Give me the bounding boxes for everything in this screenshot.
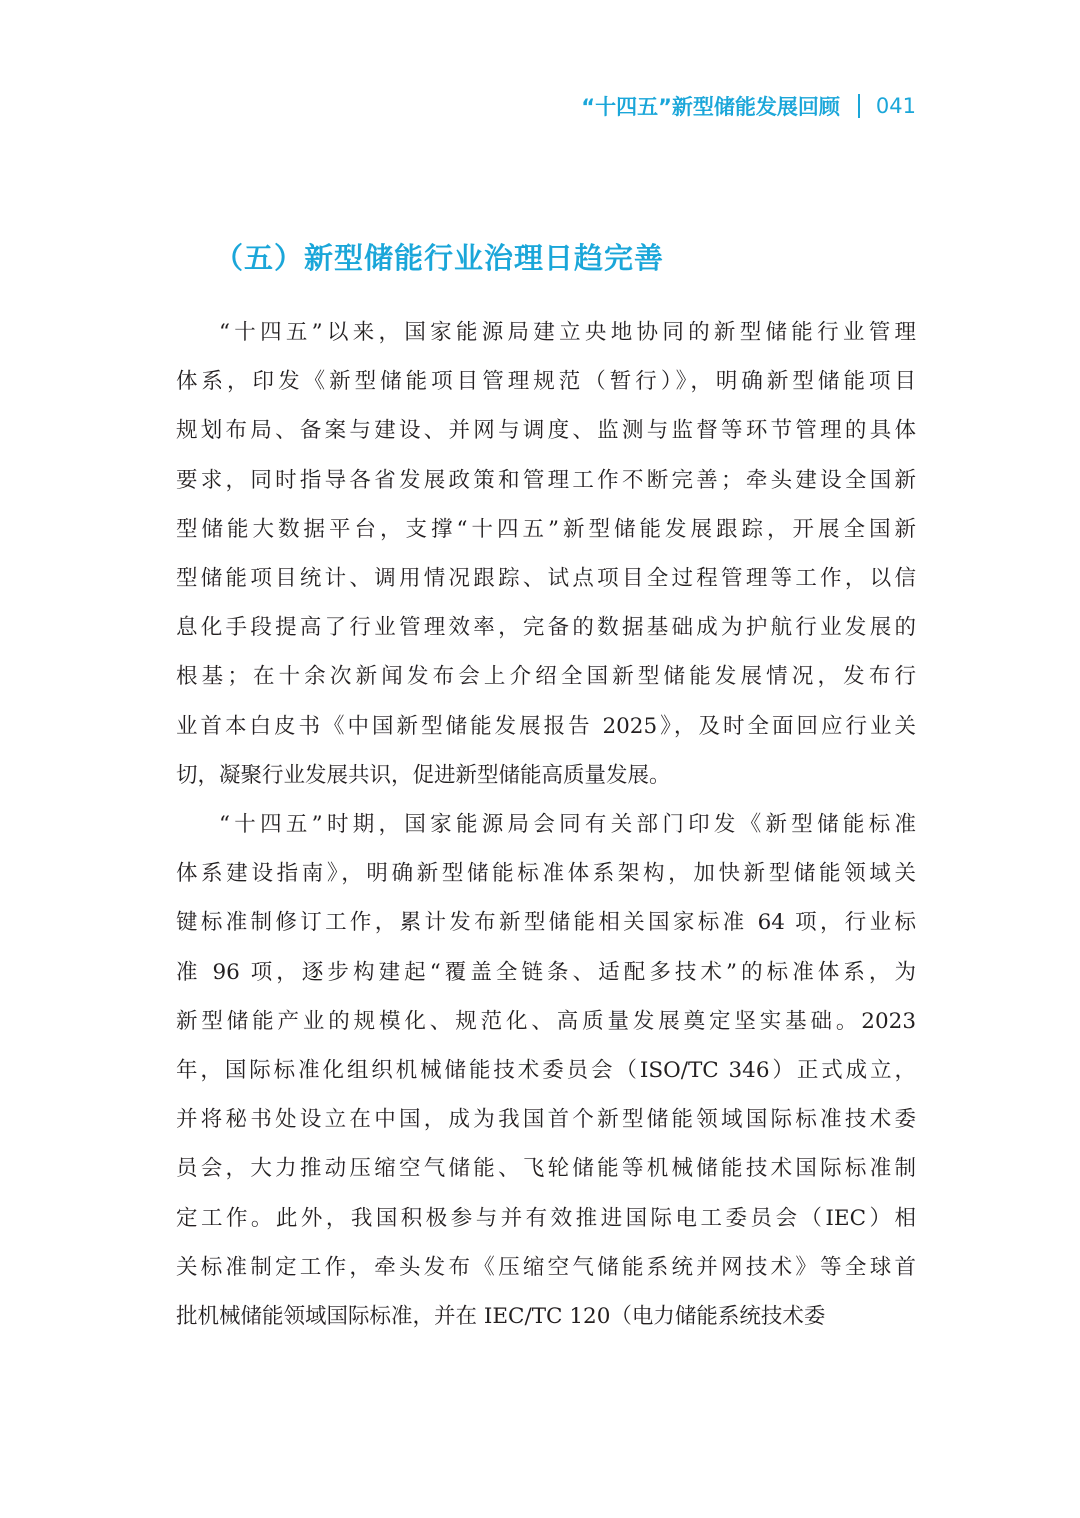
page-number: 041 <box>875 94 916 118</box>
text-line: 切，凝聚行业发展共识，促进新型储能高质量发展。 <box>176 762 671 788</box>
text-line: 准 96 项，逐步构建起“覆盖全链条、适配多技术”的标准体系，为 <box>176 959 916 985</box>
text-line: 要求，同时指导各省发展政策和管理工作不断完善；牵头建设全国新 <box>176 467 916 493</box>
paragraph-1 <box>176 308 916 800</box>
text-line: 型储能项目统计、调用情况跟踪、试点项目全过程管理等工作，以信 <box>176 566 916 592</box>
text-line: 新型储能产业的规模化、规范化、高质量发展奠定坚实基础。2023 <box>176 1008 916 1034</box>
text-line: 批机械储能领域国际标准，并在 IEC/TC 120（电力储能系统技术委 <box>176 1304 826 1330</box>
paragraph-2 <box>176 800 916 1341</box>
text-line: 员会，大力推动压缩空气储能、飞轮储能等机械储能技术国际标准制 <box>176 1156 916 1182</box>
text-line: 根基；在十余次新闻发布会上介绍全国新型储能发展情况，发布行 <box>176 664 916 690</box>
text-line: “十四五”以来，国家能源局建立央地协同的新型储能行业管理 <box>219 320 916 345</box>
header-separator <box>858 94 860 118</box>
running-header-title: “十四五”新型储能发展回顾 <box>581 95 840 119</box>
text-line: 型储能大数据平台，支撑“十四五”新型储能发展跟踪，开展全国新 <box>176 516 916 542</box>
text-line: 关标准制定工作，牵头发布《压缩空气储能系统并网技术》等全球首 <box>176 1254 916 1280</box>
text-line: 息化手段提高了行业管理效率，完备的数据基础成为护航行业发展的 <box>176 615 916 641</box>
section-heading: （五）新型储能行业治理日趋完善 <box>214 241 665 275</box>
text-line: “十四五”时期，国家能源局会同有关部门印发《新型储能标准 <box>219 812 916 838</box>
text-line: 键标准制修订工作，累计发布新型储能相关国家标准 64 项，行业标 <box>176 910 916 936</box>
running-header <box>581 86 916 126</box>
text-line: 定工作。此外，我国积极参与并有效推进国际电工委员会（IEC）相 <box>176 1205 916 1231</box>
text-line: 体系，印发《新型储能项目管理规范（暂行）》，明确新型储能项目 <box>176 369 916 395</box>
text-line: 体系建设指南》，明确新型储能标准体系架构，加快新型储能领域关 <box>176 861 916 887</box>
text-line: 规划布局、备案与建设、并网与调度、监测与监督等环节管理的具体 <box>176 418 916 444</box>
text-line: 并将秘书处设立在中国，成为我国首个新型储能领域国际标准技术委 <box>176 1107 916 1133</box>
text-line: 业首本白皮书《中国新型储能发展报告 2025》，及时全面回应行业关 <box>176 713 916 739</box>
text-line: 年，国际标准化组织机械储能技术委员会（ISO/TC 346）正式成立， <box>176 1058 916 1084</box>
body-text <box>176 308 916 1341</box>
